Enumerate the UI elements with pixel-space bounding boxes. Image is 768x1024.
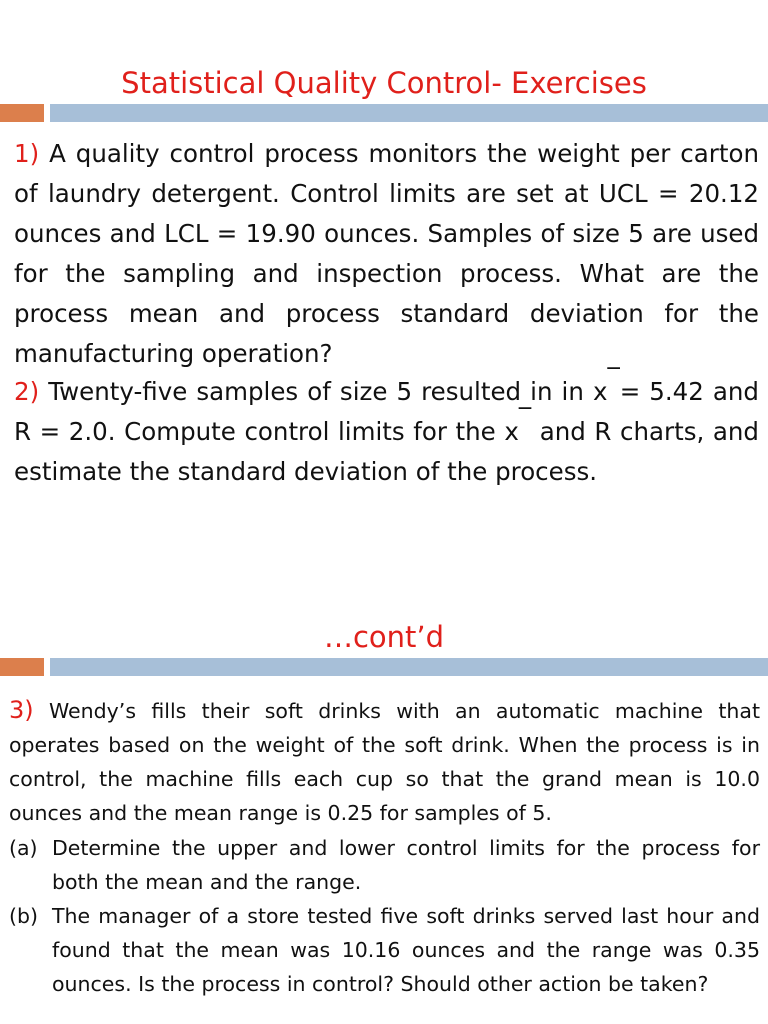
slide-title: Statistical Quality Control- Exercises: [121, 66, 647, 100]
sub-question-label: (a): [9, 836, 38, 860]
question-text-part-c: and R charts, and estimate the standard deviation of the process.: [14, 417, 759, 486]
question-text: Wendy’s fills their soft drinks with an automatic machine that operates based on the weight of the soft drink. When the process is in control, the machine fills each cup so that the grand mean is 10.0 ounces and the mean range is 0.25 for samples of 5.: [9, 699, 760, 825]
accent-bar-orange: [0, 658, 44, 676]
question-3: [9, 693, 760, 830]
accent-bar-orange: [0, 104, 44, 122]
question-number: 3): [9, 696, 34, 724]
xbar-overline: ‾: [607, 363, 620, 392]
question-2: [14, 363, 759, 492]
question-1: [14, 134, 759, 374]
question-text-part-a: Twenty-five samples of size 5 resulted in in x: [48, 377, 608, 406]
question-text: A quality control process monitors the weight per carton of laundry detergent. Control limits are set at UCL = 20.12 ounces and LCL = 19.90 ounces. Samples of size 5 are used for the sampling and inspection process. What are the process mean and process standard deviation for the manufacturing operation?: [14, 139, 759, 368]
sub-question-text: Determine the upper and lower control limits for the process for both the mean and the range.: [52, 836, 760, 894]
sub-question-text: The manager of a store tested five soft drinks served last hour and found that the mean was 10.16 ounces and the range was 0.35 ounces. Is the process in control? Should other action be taken?: [52, 904, 760, 996]
accent-bar-blue: [50, 104, 768, 122]
sub-question-b: [9, 899, 760, 1001]
question-text-part-b: = 5.42 and R = 2.0. Compute control limits for the x: [14, 377, 759, 446]
slide-title: …cont’d: [323, 620, 445, 654]
sub-question-label: (b): [9, 904, 39, 928]
question-number: 2): [14, 377, 40, 406]
accent-bar-blue: [50, 658, 768, 676]
sub-question-a: [9, 831, 760, 899]
slide-2: [0, 512, 768, 1024]
xbar-overline: ‾: [518, 403, 532, 432]
question-number: 1): [14, 139, 40, 168]
